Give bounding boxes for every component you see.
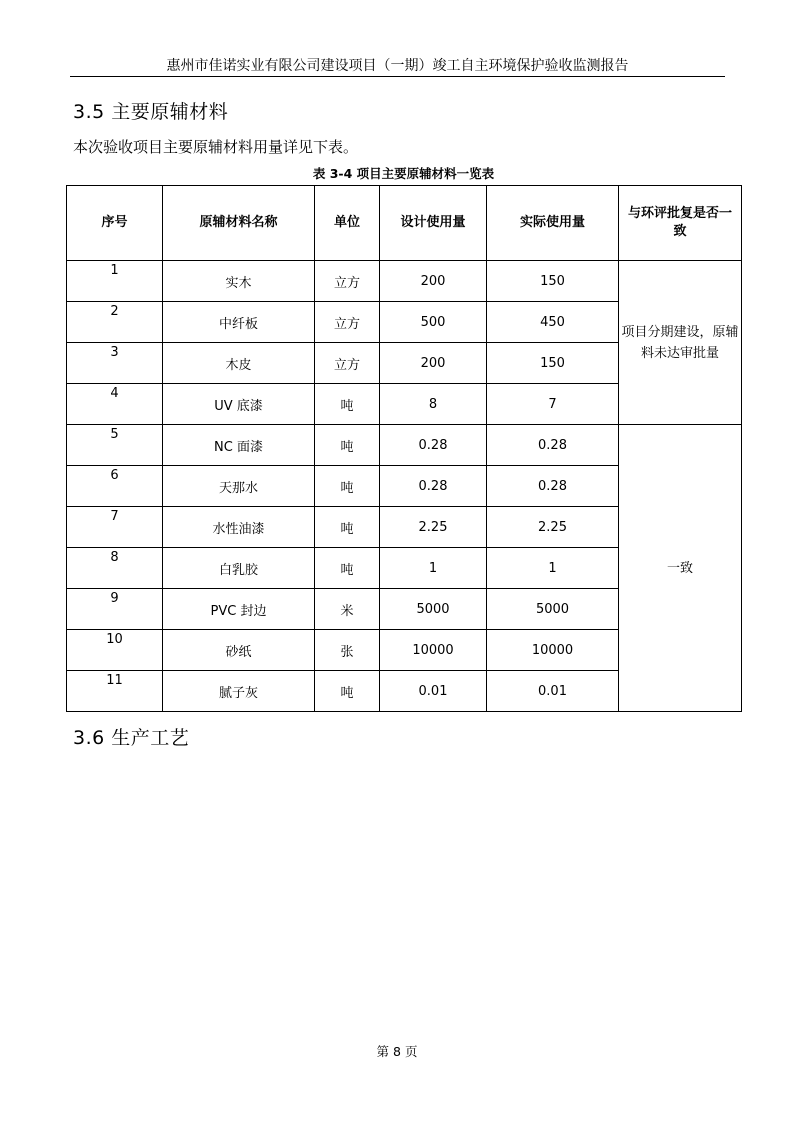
row-actual: 150 bbox=[487, 343, 619, 384]
row-no-text: 6 bbox=[110, 468, 119, 483]
materials-table bbox=[66, 185, 742, 712]
row-actual: 5000 bbox=[487, 589, 619, 630]
row-no bbox=[67, 384, 163, 425]
header-consistent-label: 与环评批复是否一致 bbox=[627, 206, 732, 239]
row-design: 2.25 bbox=[380, 507, 487, 548]
row-name: UV 底漆 bbox=[163, 384, 315, 425]
row-design: 200 bbox=[380, 261, 487, 302]
page-number: 第 8 页 bbox=[376, 1044, 418, 1059]
remark-group-2: 一致 bbox=[619, 425, 742, 712]
row-no bbox=[67, 425, 163, 466]
row-actual: 450 bbox=[487, 302, 619, 343]
row-actual: 10000 bbox=[487, 630, 619, 671]
row-unit: 吨 bbox=[315, 425, 380, 466]
table-row bbox=[67, 425, 742, 466]
header-actual: 实际使用量 bbox=[487, 186, 619, 261]
row-name: 腻子灰 bbox=[163, 671, 315, 712]
row-no-text: 9 bbox=[110, 591, 119, 606]
row-unit: 立方 bbox=[315, 302, 380, 343]
row-actual: 1 bbox=[487, 548, 619, 589]
row-name: 白乳胶 bbox=[163, 548, 315, 589]
row-name: 木皮 bbox=[163, 343, 315, 384]
table-header-row bbox=[67, 186, 742, 261]
header-unit: 单位 bbox=[315, 186, 380, 261]
row-name: PVC 封边 bbox=[163, 589, 315, 630]
row-actual: 150 bbox=[487, 261, 619, 302]
row-no bbox=[67, 589, 163, 630]
row-unit: 立方 bbox=[315, 261, 380, 302]
row-name: 水性油漆 bbox=[163, 507, 315, 548]
row-unit: 张 bbox=[315, 630, 380, 671]
row-no bbox=[67, 671, 163, 712]
row-unit: 吨 bbox=[315, 507, 380, 548]
row-design: 0.01 bbox=[380, 671, 487, 712]
row-actual: 0.28 bbox=[487, 425, 619, 466]
row-unit: 米 bbox=[315, 589, 380, 630]
row-no-text: 5 bbox=[110, 427, 119, 442]
row-unit: 吨 bbox=[315, 466, 380, 507]
row-no bbox=[67, 261, 163, 302]
section-heading-materials: 3.5 主要原辅材料 bbox=[73, 101, 229, 123]
page-header: 惠州市佳诺实业有限公司建设项目（一期）竣工自主环境保护验收监测报告 bbox=[166, 58, 629, 74]
row-name: 中纤板 bbox=[163, 302, 315, 343]
header-name: 原辅材料名称 bbox=[163, 186, 315, 261]
row-no bbox=[67, 548, 163, 589]
table-caption: 表 3-4 项目主要原辅材料一览表 bbox=[312, 166, 495, 181]
row-design: 8 bbox=[380, 384, 487, 425]
row-no-text: 1 bbox=[110, 263, 119, 278]
row-name: NC 面漆 bbox=[163, 425, 315, 466]
row-name: 实木 bbox=[163, 261, 315, 302]
row-unit: 吨 bbox=[315, 384, 380, 425]
header-design: 设计使用量 bbox=[380, 186, 487, 261]
row-no bbox=[67, 466, 163, 507]
row-no-text: 2 bbox=[110, 304, 119, 319]
row-unit: 吨 bbox=[315, 671, 380, 712]
row-no-text: 3 bbox=[110, 345, 119, 360]
row-no-text: 10 bbox=[106, 632, 123, 647]
row-unit: 立方 bbox=[315, 343, 380, 384]
header-no: 序号 bbox=[67, 186, 163, 261]
row-actual: 0.01 bbox=[487, 671, 619, 712]
row-no bbox=[67, 343, 163, 384]
row-design: 0.28 bbox=[380, 425, 487, 466]
row-name: 天那水 bbox=[163, 466, 315, 507]
row-no bbox=[67, 302, 163, 343]
row-design: 200 bbox=[380, 343, 487, 384]
row-design: 0.28 bbox=[380, 466, 487, 507]
row-no-text: 11 bbox=[106, 673, 123, 688]
section-heading-process: 3.6 生产工艺 bbox=[73, 727, 190, 749]
row-actual: 7 bbox=[487, 384, 619, 425]
row-unit: 吨 bbox=[315, 548, 380, 589]
row-design: 10000 bbox=[380, 630, 487, 671]
row-no bbox=[67, 630, 163, 671]
row-design: 5000 bbox=[380, 589, 487, 630]
header-divider bbox=[70, 76, 725, 77]
row-no-text: 7 bbox=[110, 509, 119, 524]
row-no-text: 8 bbox=[110, 550, 119, 565]
table-row bbox=[67, 261, 742, 302]
row-actual: 0.28 bbox=[487, 466, 619, 507]
row-no-text: 4 bbox=[110, 386, 119, 401]
row-actual: 2.25 bbox=[487, 507, 619, 548]
row-design: 500 bbox=[380, 302, 487, 343]
remark-group-1: 项目分期建设，原辅料未达审批量 bbox=[619, 261, 742, 425]
row-name: 砂纸 bbox=[163, 630, 315, 671]
header-consistent bbox=[619, 186, 742, 261]
section-intro-text: 本次验收项目主要原辅材料用量详见下表。 bbox=[73, 138, 359, 156]
row-design: 1 bbox=[380, 548, 487, 589]
row-no bbox=[67, 507, 163, 548]
